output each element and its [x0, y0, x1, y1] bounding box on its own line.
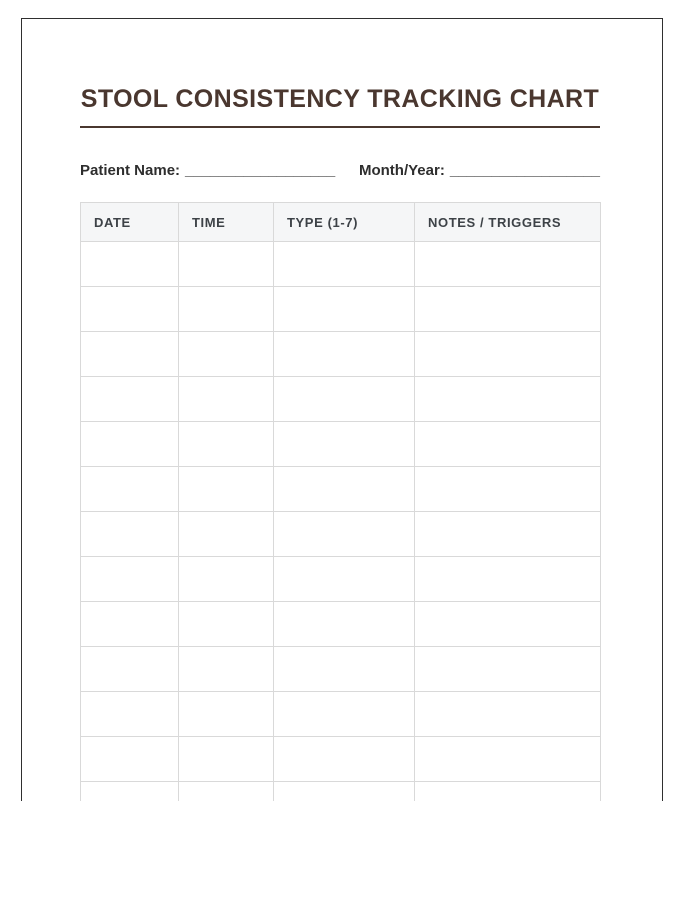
table-cell: [179, 782, 274, 802]
table-cell: [81, 737, 179, 782]
patient-name-label: Patient Name:: [80, 162, 181, 179]
table-cell: [81, 602, 179, 647]
page-content: [22, 84, 662, 801]
table-row: [81, 287, 601, 332]
table-cell: [81, 242, 179, 287]
table-cell: [274, 332, 415, 377]
table-cell: [179, 377, 274, 422]
table-cell: [274, 557, 415, 602]
column-header-time: TIME: [179, 203, 274, 242]
table-cell: [81, 377, 179, 422]
table-cell: [81, 647, 179, 692]
table-cell: [81, 287, 179, 332]
table-cell: [274, 602, 415, 647]
table-cell: [415, 242, 601, 287]
column-header-date: DATE: [81, 203, 179, 242]
title-rule: [80, 126, 600, 128]
table-cell: [179, 557, 274, 602]
table-header: [81, 203, 601, 242]
table-cell: [415, 737, 601, 782]
table-row: [81, 692, 601, 737]
table-cell: [274, 692, 415, 737]
table-cell: [81, 557, 179, 602]
table-cell: [81, 422, 179, 467]
table-cell: [415, 602, 601, 647]
table-row: [81, 602, 601, 647]
table-cell: [179, 512, 274, 557]
table-cell: [179, 692, 274, 737]
table-cell: [274, 467, 415, 512]
table-cell: [179, 332, 274, 377]
table-cell: [179, 737, 274, 782]
table-cell: [415, 332, 601, 377]
month-year-field: [359, 162, 600, 180]
month-year-label: Month/Year:: [358, 162, 445, 179]
table-cell: [81, 512, 179, 557]
table-cell: [179, 467, 274, 512]
table-cell: [81, 467, 179, 512]
table-row: [81, 377, 601, 422]
table-cell: [179, 287, 274, 332]
table-row: [81, 647, 601, 692]
table-cell: [415, 377, 601, 422]
table-row: [81, 782, 601, 802]
table-cell: [274, 512, 415, 557]
table-cell: [274, 422, 415, 467]
table-cell: [415, 647, 601, 692]
table-row: [81, 512, 601, 557]
table-cell: [274, 242, 415, 287]
table-cell: [274, 647, 415, 692]
table-cell: [415, 782, 601, 802]
table-cell: [415, 512, 601, 557]
form-fields-row: [80, 162, 600, 180]
table-cell: [81, 692, 179, 737]
tracking-table: [80, 202, 601, 801]
table-cell: [415, 467, 601, 512]
page-title: STOOL CONSISTENCY TRACKING CHART: [80, 85, 600, 113]
table-cell: [81, 332, 179, 377]
table-cell: [274, 377, 415, 422]
column-header-type: TYPE (1-7): [274, 203, 415, 242]
table-row: [81, 242, 601, 287]
table-row: [81, 737, 601, 782]
table-cell: [179, 422, 274, 467]
table-cell: [415, 557, 601, 602]
table-cell: [81, 782, 179, 802]
table-row: [81, 332, 601, 377]
document-page: [21, 18, 663, 801]
column-header-notes-triggers: NOTES / TRIGGERS: [415, 203, 601, 242]
table-row: [81, 467, 601, 512]
month-year-blank-line: __________________: [449, 162, 600, 179]
patient-name-blank-line: __________________: [185, 162, 336, 179]
table-cell: [274, 737, 415, 782]
table-cell: [415, 422, 601, 467]
table-cell: [179, 647, 274, 692]
table-header-row: [81, 203, 601, 242]
table-cell: [179, 602, 274, 647]
patient-name-field: [80, 162, 335, 180]
table-cell: [179, 242, 274, 287]
table-cell: [274, 782, 415, 802]
table-cell: [415, 692, 601, 737]
table-row: [81, 422, 601, 467]
table-cell: [415, 287, 601, 332]
table-row: [81, 557, 601, 602]
table-body: [81, 242, 601, 802]
table-cell: [274, 287, 415, 332]
